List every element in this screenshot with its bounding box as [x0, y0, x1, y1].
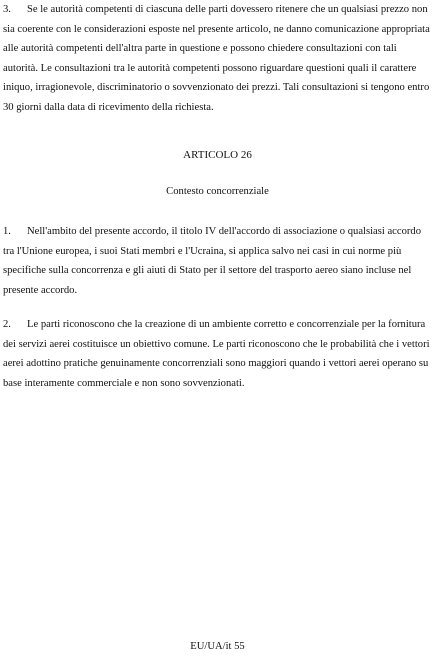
article-paragraph-1 — [3, 222, 433, 300]
article-title: ARTICOLO 26 — [183, 149, 252, 161]
paragraph-3 — [3, 0, 433, 118]
paragraph-3-text: Se le autorità competenti di ciascuna delle parti dovessero ritenere che un qualsiasi prezzo non sia coerente con le considerazioni esposte nel presente articolo, ne danno comunicazione appropriata alle autorità competenti dell'altra parte in questione e possono chiedere consultazioni con tali autorità. Le consultazioni tra le autorità competenti possono riguardare questioni quali il carattere iniquo, irragionevole, discriminatorio o sovvenzionato dei prezzi. Tali consultazioni si tengono entro 30 giorni dalla data di ricevimento della richiesta. — [3, 4, 430, 113]
article-paragraph-2-text: Le parti riconoscono che la creazione di un ambiente corretto e concorrenziale per la fornitura dei servizi aerei costituisce un obiettivo comune. Le parti riconoscono che le probabilità che i vettori aerei adottino pratiche genuinamente concorrenziali sono maggiori quando i vettori aerei operano su base interamente commerciale e non sono sovvenzionati. — [3, 319, 430, 389]
article-paragraph-1-number: 1. — [3, 226, 11, 237]
article-paragraph-2 — [3, 315, 433, 393]
article-subtitle: Contesto concorrenziale — [166, 186, 269, 197]
article-paragraph-1-text: Nell'ambito del presente accordo, il titolo IV dell'accordo di associazione o qualsiasi accordo tra l'Unione europea, i suoi Stati membri e l'Ucraina, si applica salvo nei casi in cui norme più specifiche sulla concorrenza e gli aiuti di Stato per il settore del trasporto aereo siano incluse nel presente accordo. — [3, 226, 421, 296]
paragraph-3-number: 3. — [3, 4, 11, 15]
page-footer: EU/UA/it 55 — [190, 641, 245, 652]
article-paragraph-2-number: 2. — [3, 319, 11, 330]
